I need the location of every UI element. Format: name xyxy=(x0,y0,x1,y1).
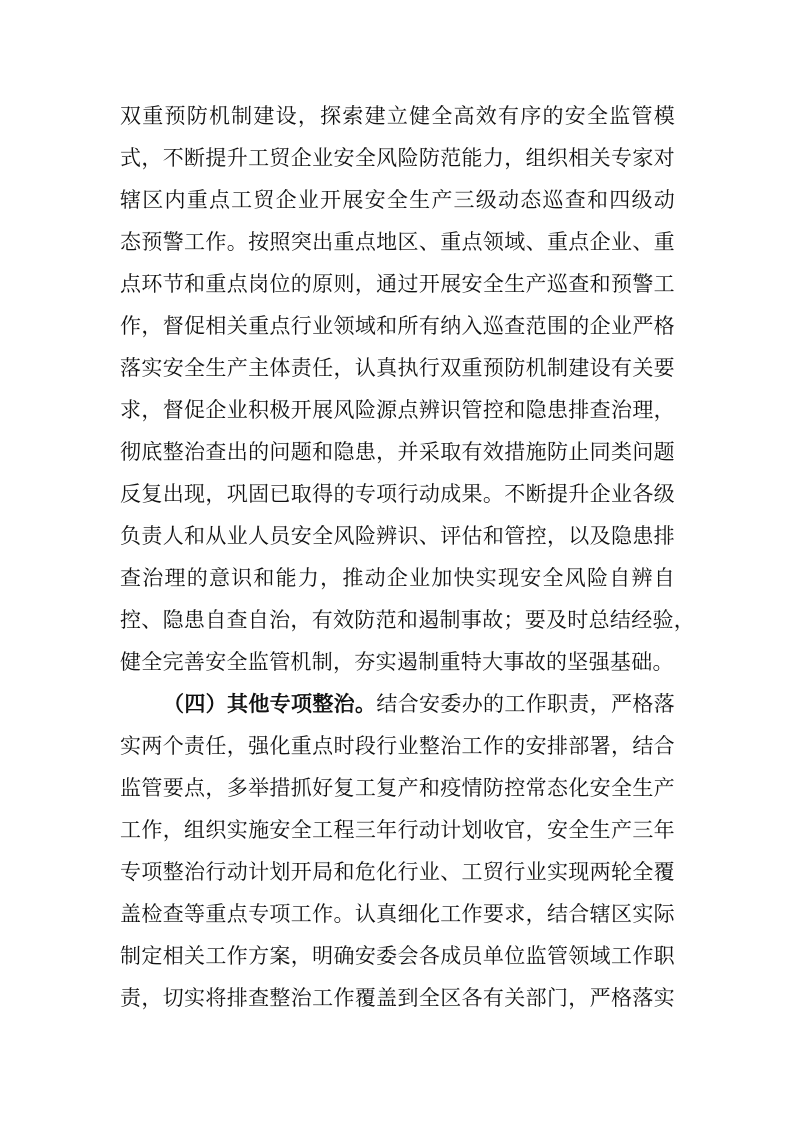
paragraph-line: 实两个责任，强化重点时段行业整治工作的安排部署，结合 xyxy=(120,734,675,758)
section-heading-rest: 结合安委办的工作职责，严格落 xyxy=(376,692,676,716)
paragraph-line: 点环节和重点岗位的原则，通过开展安全生产巡查和预警工 xyxy=(120,272,675,296)
paragraph-line: 负责人和从业人员安全风险辨识、评估和管控，以及隐患排 xyxy=(120,524,675,548)
paragraph-line: 求，督促企业积极开展风险源点辨识管控和隐患排查治理， xyxy=(120,398,675,422)
section-heading: （四）其他专项整治。 xyxy=(163,691,377,716)
paragraph-line: 落实安全生产主体责任，认真执行双重预防机制建设有关要 xyxy=(120,356,675,380)
paragraph-line: 式，不断提升工贸企业安全风险防范能力，组织相关专家对 xyxy=(120,146,675,170)
paragraph-line: 辖区内重点工贸企业开展安全生产三级动态巡查和四级动 xyxy=(120,188,675,212)
paragraph-line: 专项整治行动计划开局和危化行业、工贸行业实现两轮全覆 xyxy=(120,860,675,884)
paragraph-line: 控、隐患自查自治，有效防范和遏制事故；要及时总结经验， xyxy=(120,608,696,632)
section-heading-line xyxy=(163,684,675,724)
paragraph-line: 查治理的意识和能力，推动企业加快实现安全风险自辨自 xyxy=(120,566,675,590)
paragraph-line: 盖检查等重点专项工作。认真细化工作要求，结合辖区实际 xyxy=(120,902,675,926)
paragraph-line: 彻底整治查出的问题和隐患，并采取有效措施防止同类问题 xyxy=(120,440,675,464)
paragraph-line: 责，切实将排查整治工作覆盖到全区各有关部门，严格落实 xyxy=(120,986,675,1010)
paragraph-line: 监管要点，多举措抓好复工复产和疫情防控常态化安全生产 xyxy=(120,776,675,800)
paragraph-line: 态预警工作。按照突出重点地区、重点领域、重点企业、重 xyxy=(120,230,675,254)
paragraph-line: 作，督促相关重点行业领域和所有纳入巡查范围的企业严格 xyxy=(120,314,675,338)
paragraph-line: 工作，组织实施安全工程三年行动计划收官，安全生产三年 xyxy=(120,818,675,842)
paragraph-line: 双重预防机制建设，探索建立健全高效有序的安全监管模 xyxy=(120,104,675,128)
paragraph-line: 健全完善安全监管机制，夯实遏制重特大事故的坚强基础。 xyxy=(120,650,674,674)
paragraph-line: 反复出现，巩固已取得的专项行动成果。不断提升企业各级 xyxy=(120,482,675,506)
paragraph-line: 制定相关工作方案，明确安委会各成员单位监管领域工作职 xyxy=(120,944,675,968)
